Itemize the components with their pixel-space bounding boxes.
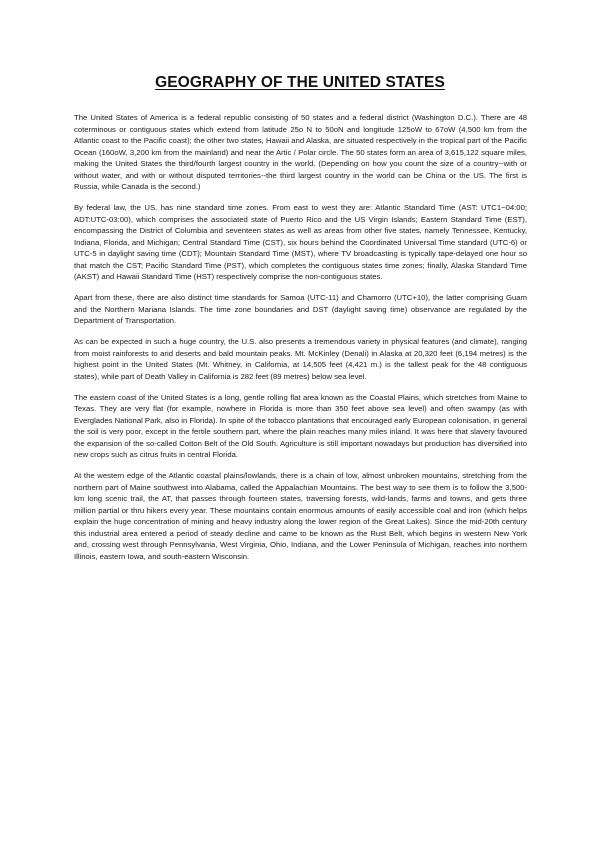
paragraph-coastal-plains: The eastern coast of the United States is a long, gentle rolling flat area known as the Coastal Plains, which stretches from Maine to Texas. They are very flat (for example, nowhere in Florida is more than 350 feet above sea level) and often swampy (as with Everglades National Park, also in Florida). In spite of the tobacco plantations that encouraged early European colonisation, in general the soil is very poor, except in the fertile southern part, where the plain reaches many miles inland. It was here that slavery favoured the expansion of the so-called Cotton Belt of the Old South. Agriculture is still important nowadays but production has diversified into new crops such as citrus fruits in central Florida. [74, 392, 527, 459]
document-body [74, 112, 527, 572]
paragraph-federal-republic: The United States of America is a federal republic consisting of 50 states and a federal district (Washington D.C.). There are 48 coterminous or contiguous states which extend from latitude 25o N to 50oN and longitude 125oW to 67oW (4,500 km from the Atlantic coast to the Pacific coast); the other two states, Hawaii and Alaska, are situated respectively in the tropical part of the Pacific Ocean (160oW, 3,200 km from the mainland) and near the Artic / Polar circle. The 50 states form an area of 3,615,122 square miles, making the United States the third/fourth largest country in the world. (Depending on how you count the size of a country--with or without water, and with or without disputed territories--the third largest country in the world can be China or the US. The first is Russia, while Canada is the second.) [74, 113, 527, 191]
paragraph-other-time-standards: Apart from these, there are also distinct time standards for Samoa (UTC-11) and Chamorro (UTC+10), the latter comprising Guam and the Northern Mariana Islands. The time zone boundaries and DST (daylight saving time) observance are regulated by the Department of Transportation. [74, 293, 527, 325]
document-title: GEOGRAPHY OF THE UNITED STATES [155, 74, 445, 91]
paragraph-physical-features: As can be expected in such a huge country, the U.S. also presents a tremendous variety in physical features (and climate), ranging from moist rainforests to arid deserts and bald mountain peaks. Mt. McKinley (Denali) in Alaska at 20,320 feet (6,194 metres) is the highest point in the United States (Mt. Whitney, in California, at 14,505 feet (4,421 m.) is the tallest peak for the 48 contiguous states), while part of Death Valley in California is 282 feet (89 metres) below sea level. [74, 337, 527, 381]
paragraph-appalachian-mountains: At the western edge of the Atlantic coastal plains/lowlands, there is a chain of low, almost unbroken mountains, stretching from the northern part of Maine southwest into Alabama, called the Appalachian Mountains. The best way to see them is to follow the 3,500-km long scenic trail, the AT, that passes through fourteen states, traversing forests, wild-lands, farms and towns, and gets three million partial or thru hikers every year. These mountains contain enormous amounts of easily accessible coal and iron (which helps explain the huge concentration of mining and heavy industry along the lower region of the Great Lakes). Since the mid-20th century this industrial area entered a period of steady decline and came to be known as the Rust Belt, which begins in western New York and, crossing west through Pennsylvania, West Virginia, Ohio, Indiana, and the Lower Peninsula of Michigan, reaches into northern Illinois, eastern Iowa, and south-eastern Wisconsin. [74, 471, 527, 561]
paragraph-time-zones: By federal law, the US. has nine standard time zones. From east to west they are: Atlantic Standard Time (AST: UTC1−04:00; ADT:UTC-03:00), which comprises the associated state of Puerto Rico and the US Virgin Islands; Eastern Standard Time (EST), encompassing the District of Columbia and seventeen states as well as areas from other five states, namely Tennessee, Kentucky, Indiana, Florida, and Michigan; Central Standard Time (CST), six hours behind the Coordinated Universal Time standard (UTC-6) or UTC-5 in daylight saving time (CDT); Mountain Standard Time (MST), where TV broadcasting is typically tape-delayed one hour so that match the CST; Pacific Standard Time (PST), which completes the contiguous states time zones; finally, Alaska Standard Time (AKST) and Hawaii Standard Time (HST) respectively comprise the non-contiguous states. [74, 203, 527, 281]
